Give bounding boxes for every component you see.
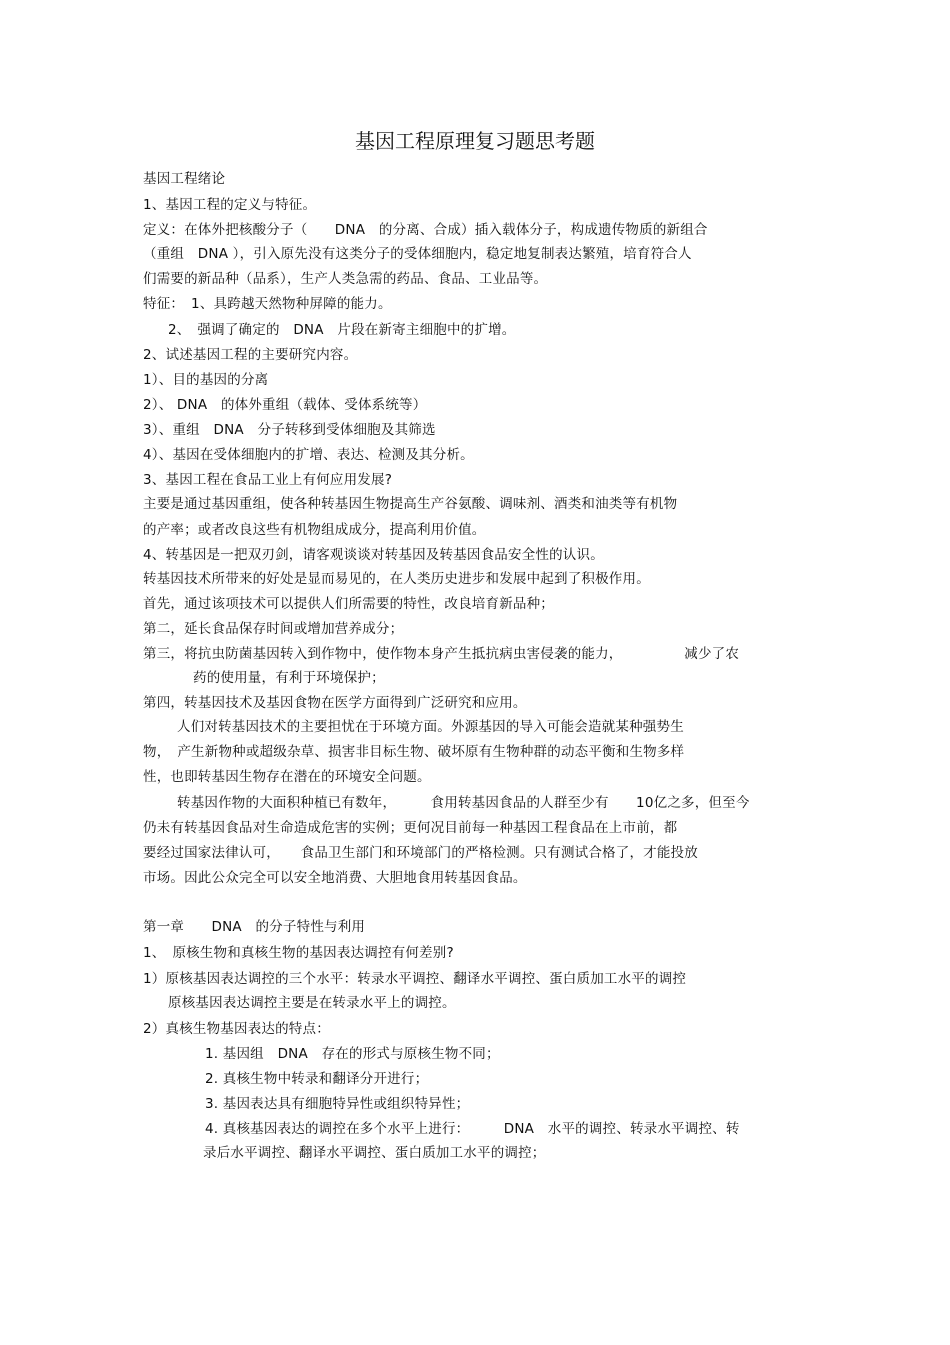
text-line: 的产率；或者改良这些有机物组成成分，提高利用价值。 [143, 522, 486, 538]
text-line: 性，也即转基因生物存在潜在的环境安全问题。 [143, 769, 431, 785]
text-line: 原核基因表达调控主要是在转录水平上的调控。 [168, 995, 456, 1011]
question-heading: 4、转基因是一把双刃剑，请客观谈谈对转基因及转基因食品安全性的认识。 [143, 547, 604, 563]
text-line: 首先，通过该项技术可以提供人们所需要的特性，改良培育新品种； [143, 596, 554, 612]
text-line: 物， 产生新物种或超级杂草、损害非目标生物、破坏原有生物种群的动态平衡和生物多样 [143, 744, 685, 760]
text-line: 药的使用量，有利于环境保护； [193, 670, 385, 686]
text-line: 2、 强调了确定的 DNA 片段在新寄主细胞中的扩增。 [168, 322, 516, 338]
text-line: 仍未有转基因食品对生命造成危害的实例；更何况目前每一种基因工程食品在上市前，都 [143, 820, 678, 836]
text-line: 要经过国家法律认可， 食品卫生部门和环境部门的严格检测。只有测试合格了，才能投放 [143, 845, 698, 861]
section-heading: 基因工程绪论 [143, 171, 226, 187]
list-item: 3）、重组 DNA 分子转移到受体细胞及其筛选 [143, 422, 436, 438]
text-line: 第三，将抗虫防菌基因转入到作物中，使作物本身产生抵抗病虫害侵袭的能力， 减少了农 [143, 646, 740, 662]
list-item: 2. 真核生物中转录和翻译分开进行； [205, 1071, 429, 1087]
page-title: 基因工程原理复习题思考题 [355, 129, 595, 153]
list-item: 2）、 DNA 的体外重组（载体、受体系统等） [143, 397, 427, 413]
text-line: 定义：在体外把核酸分子（ DNA 的分离、合成）插入载体分子，构成遗传物质的新组合 [143, 222, 708, 238]
question-heading: 3、基因工程在食品工业上有何应用发展? [143, 472, 393, 488]
text-line: 主要是通过基因重组，使各种转基因生物提高生产谷氨酸、调味剂、酒类和油类等有机物 [143, 496, 678, 512]
text-line: （重组 DNA ），引入原先没有这类分子的受体细胞内，稳定地复制表达繁殖，培育符合人 [143, 246, 692, 262]
list-item: 4. 真核基因表达的调控在多个水平上进行： DNA 水平的调控、转录水平调控、转 [205, 1121, 740, 1137]
question-heading: 2、试述基因工程的主要研究内容。 [143, 347, 358, 363]
list-item: 1. 基因组 DNA 存在的形式与原核生物不同； [205, 1046, 500, 1062]
text-line: 第二，延长食品保存时间或增加营养成分； [143, 621, 404, 637]
text-line: 转基因技术所带来的好处是显而易见的，在人类历史进步和发展中起到了积极作用。 [143, 571, 650, 587]
text-line: 第四，转基因技术及基因食物在医学方面得到广泛研究和应用。 [143, 695, 527, 711]
question-heading: 1、 原核生物和真核生物的基因表达调控有何差别? [143, 945, 454, 961]
text-line: 转基因作物的大面积种植已有数年， 食用转基因食品的人群至少有 10亿之多，但至今 [177, 795, 750, 811]
question-heading: 1、基因工程的定义与特征。 [143, 197, 317, 213]
text-line: 市场。因此公众完全可以安全地消费、大胆地食用转基因食品。 [143, 870, 527, 886]
text-line: 1）原核基因表达调控的三个水平：转录水平调控、翻译水平调控、蛋白质加工水平的调控 [143, 971, 687, 987]
list-item: 4）、基因在受体细胞内的扩增、表达、检测及其分析。 [143, 447, 474, 463]
list-item: 1）、目的基因的分离 [143, 372, 269, 388]
text-line: 录后水平调控、翻译水平调控、蛋白质加工水平的调控； [203, 1145, 546, 1161]
list-item: 3. 基因表达具有细胞特异性或组织特异性； [205, 1096, 470, 1112]
text-line: 2）真核生物基因表达的特点： [143, 1021, 330, 1037]
text-line: 人们对转基因技术的主要担忧在于环境方面。外源基因的导入可能会造就某种强势生 [177, 719, 684, 735]
text-line: 们需要的新品种（品系），生产人类急需的药品、食品、工业品等。 [143, 271, 548, 287]
text-line: 特征： 1、具跨越天然物种屏障的能力。 [143, 296, 392, 312]
chapter-heading: 第一章 DNA 的分子特性与利用 [143, 919, 366, 935]
